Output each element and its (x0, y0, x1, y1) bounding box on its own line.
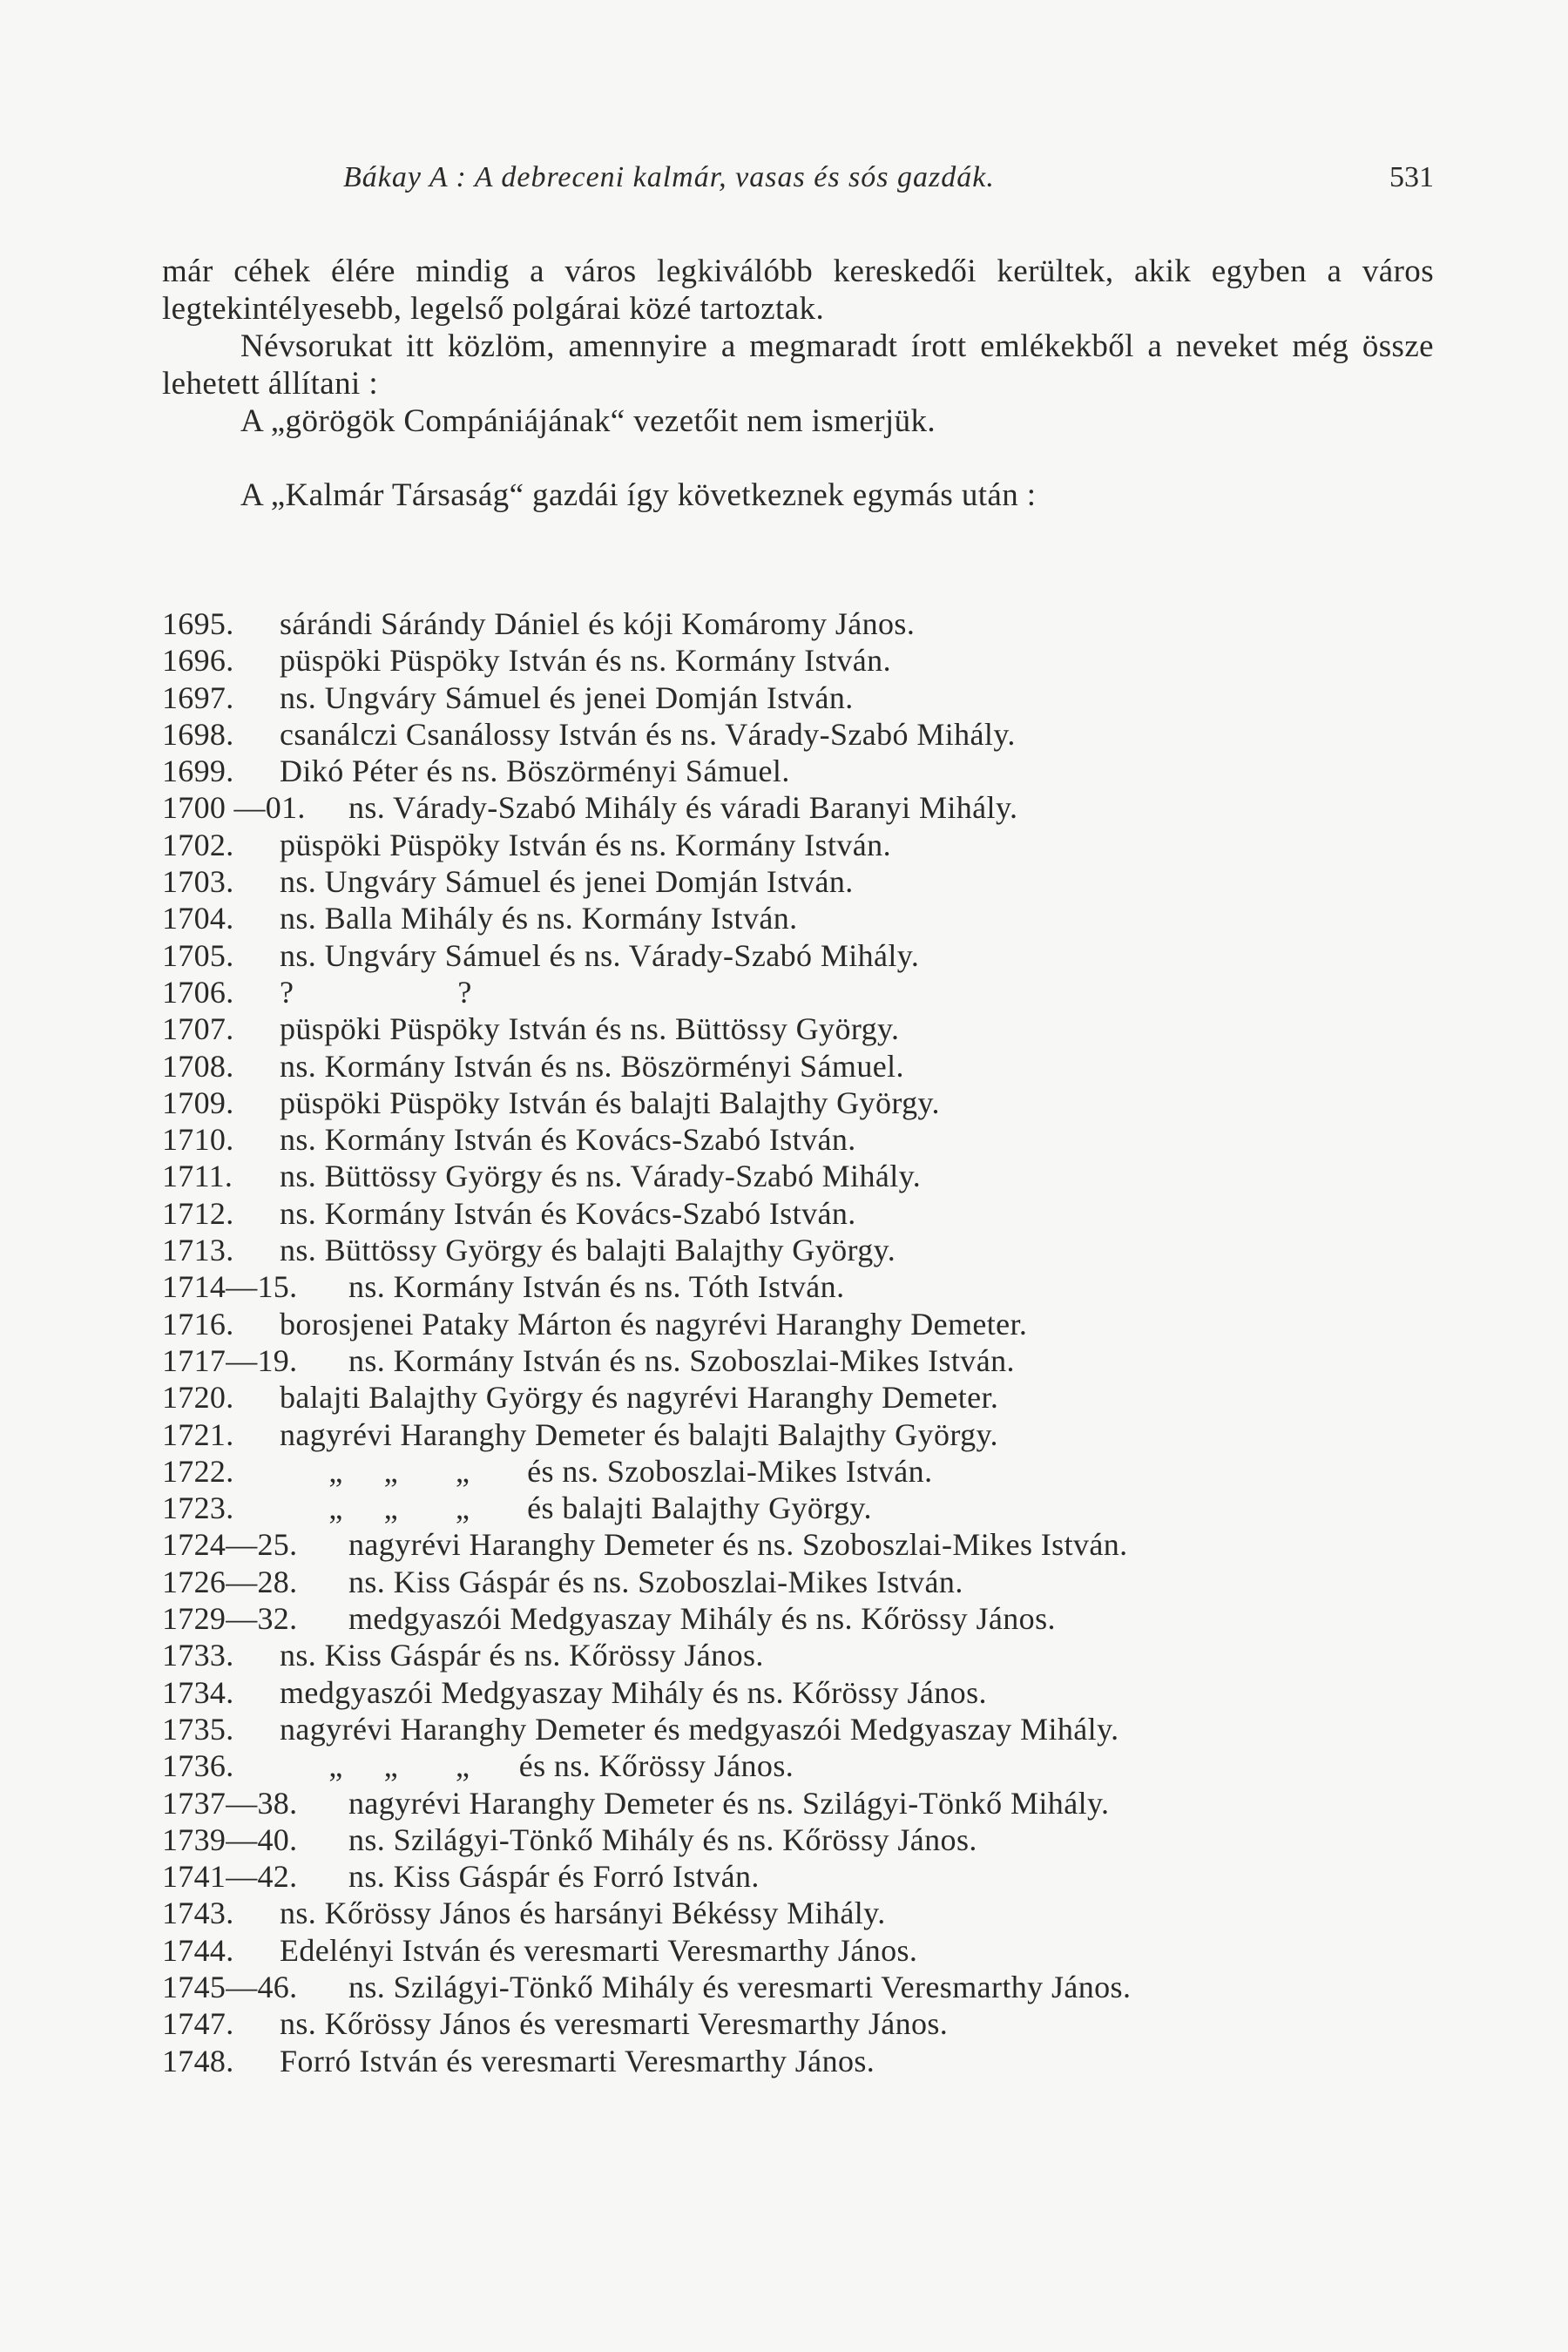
list-item (162, 1711, 1469, 1747)
list-item (162, 1085, 1469, 1121)
list-item (162, 1747, 1469, 1784)
entry-names: püspöki Püspöky István és ns. Kormány István. (280, 827, 891, 862)
entry-year: 1726—28. (162, 1564, 298, 1599)
entry-year: 1743. (162, 1896, 234, 1931)
list-item (162, 1600, 1469, 1637)
entry-names: ns. Kormány István és Kovács-Szabó István. (280, 1195, 856, 1231)
entry-names: ns. Ungváry Sámuel és jenei Domján István. (280, 864, 854, 900)
entry-names: balajti Balajthy György és nagyrévi Haranghy Demeter. (280, 1380, 999, 1416)
entry-names: nagyrévi Haranghy Demeter és ns. Szoboszlai-Mikes István. (348, 1527, 1128, 1563)
entry-names: ns. Balla Mihály és ns. Kormány István. (280, 901, 798, 936)
entry-names: ns. Kormány István és Kovács-Szabó István. (280, 1122, 856, 1158)
list-item (162, 679, 1469, 716)
list-item (162, 1232, 1469, 1268)
list-item (162, 1048, 1469, 1085)
entry-year: 1698. (162, 716, 234, 752)
entry-names: ? ? (280, 974, 472, 1010)
entry-names: ns. Büttössy György és ns. Várady-Szabó Mihály. (280, 1159, 922, 1194)
gazdak-list (162, 605, 1469, 2079)
entry-names: „ „ „ és ns. Kőrössy János. (280, 1748, 794, 1784)
list-item (162, 1564, 1469, 1600)
list-item (162, 716, 1469, 753)
entry-year: 1744. (162, 1932, 234, 1968)
entry-names: Dikó Péter és ns. Böszörményi Sámuel. (280, 754, 790, 789)
intro-paragraph-2: Névsorukat itt közlöm, amennyire a megmaradt írott emlékekből a neveket még össze lehetett állítani : (162, 328, 1434, 402)
list-item (162, 789, 1469, 826)
list-item (162, 1268, 1469, 1305)
list-item (162, 1969, 1469, 2005)
entry-year: 1724—25. (162, 1527, 298, 1563)
entry-year: 1705. (162, 937, 234, 973)
entry-names: nagyrévi Haranghy Demeter és ns. Szilágyi-Tönkő Mihály. (348, 1785, 1110, 1821)
entry-year: 1713. (162, 1233, 234, 1268)
entry-names: püspöki Püspöky István és balajti Balajthy György. (280, 1085, 940, 1120)
entry-names: ns. Ungváry Sámuel és ns. Várady-Szabó Mihály. (280, 937, 920, 973)
entry-year: 1703. (162, 864, 234, 900)
entry-names: ns. Kőrössy János és harsányi Békéssy Mihály. (280, 1896, 886, 1931)
entry-year: 1735. (162, 1711, 234, 1747)
entry-names: püspöki Püspöky István és ns. Kormány István. (280, 643, 891, 679)
intro-paragraph-1: már céhek élére mindig a város legkiválóbb kereskedői kerültek, akik egyben a város legtekintélyesebb, legelső polgárai közé tartoztak. (162, 253, 1434, 327)
entry-year: 1696. (162, 643, 234, 679)
entry-names: ns. Ungváry Sámuel és jenei Domján István. (280, 679, 854, 715)
entry-year: 1700 —01. (162, 790, 306, 826)
entry-names: ns. Kormány István és ns. Böszörményi Sámuel. (280, 1048, 904, 1084)
entry-year: 1741—42. (162, 1859, 298, 1895)
entry-year: 1716. (162, 1306, 234, 1342)
list-item (162, 1785, 1469, 1821)
list-item (162, 1158, 1469, 1194)
entry-year: 1748. (162, 2043, 234, 2078)
list-item (162, 974, 1469, 1010)
entry-names: ns. Büttössy György és balajti Balajthy György. (280, 1233, 896, 1268)
list-item (162, 1453, 1469, 1490)
entry-names: sárándi Sárándy Dániel és kóji Komáromy János. (280, 606, 916, 641)
list-item (162, 642, 1469, 679)
entry-year: 1722. (162, 1453, 234, 1489)
entry-year: 1736. (162, 1748, 234, 1784)
entry-year: 1737—38. (162, 1785, 298, 1821)
entry-names: ns. Kiss Gáspár és ns. Kőrössy János. (280, 1638, 764, 1673)
entry-names: ns. Kiss Gáspár és Forró István. (348, 1859, 760, 1895)
entry-year: 1711. (162, 1159, 233, 1194)
intro-text (162, 253, 1434, 514)
entry-names: „ „ „ és ns. Szoboszlai-Mikes István. (280, 1453, 933, 1489)
list-item (162, 2043, 1469, 2079)
running-head-title: Bákay A : A debreceni kalmár, vasas és sós gazdák. (343, 161, 995, 193)
list-item (162, 1306, 1469, 1342)
entry-names: Forró István és veresmarti Veresmarthy János. (280, 2043, 875, 2078)
entry-year: 1709. (162, 1085, 234, 1120)
entry-year: 1723. (162, 1490, 234, 1526)
list-item (162, 1674, 1469, 1711)
list-item (162, 1895, 1469, 1931)
entry-year: 1717—19. (162, 1342, 298, 1378)
entry-year: 1720. (162, 1380, 234, 1416)
entry-names: ns. Várady-Szabó Mihály és váradi Baranyi Mihály. (348, 790, 1018, 826)
entry-year: 1734. (162, 1674, 234, 1710)
intro-paragraph-3: A „görögök Compániájának“ vezetőit nem ismerjük. (240, 403, 936, 439)
entry-year: 1712. (162, 1195, 234, 1231)
entry-year: 1739—40. (162, 1821, 298, 1857)
entry-names: ns. Szilágyi-Tönkő Mihály és ns. Kőrössy János. (348, 1821, 977, 1857)
list-item (162, 1195, 1469, 1232)
entry-year: 1714—15. (162, 1269, 298, 1305)
entry-names: ns. Kiss Gáspár és ns. Szoboszlai-Mikes István. (348, 1564, 963, 1599)
entry-year: 1699. (162, 754, 234, 789)
entry-year: 1697. (162, 679, 234, 715)
list-item (162, 605, 1469, 642)
list-item (162, 1342, 1469, 1379)
list-item (162, 1490, 1469, 1526)
entry-names: „ „ „ és balajti Balajthy György. (280, 1490, 872, 1526)
entry-names: medgyaszói Medgyaszay Mihály és ns. Kőrössy János. (280, 1674, 987, 1710)
list-item (162, 937, 1469, 974)
entry-year: 1702. (162, 827, 234, 862)
list-item (162, 1526, 1469, 1563)
entry-names: ns. Kőrössy János és veresmarti Veresmarthy János. (280, 2006, 949, 2042)
list-item (162, 1379, 1469, 1416)
list-item (162, 1932, 1469, 1969)
list-item (162, 1121, 1469, 1158)
entry-names: püspöki Püspöky István és ns. Büttössy György. (280, 1011, 900, 1047)
entry-year: 1708. (162, 1048, 234, 1084)
entry-year: 1721. (162, 1416, 234, 1452)
list-item (162, 1858, 1469, 1895)
list-item (162, 753, 1469, 789)
list-item (162, 1821, 1469, 1858)
entry-year: 1733. (162, 1638, 234, 1673)
list-item (162, 863, 1469, 900)
entry-year: 1747. (162, 2006, 234, 2042)
entry-names: ns. Szilágyi-Tönkő Mihály és veresmarti Veresmarthy János. (348, 1969, 1132, 2004)
entry-names: Edelényi István és veresmarti Veresmarthy János. (280, 1932, 918, 1968)
list-item (162, 2005, 1469, 2042)
list-item (162, 827, 1469, 863)
intro-paragraph-4: A „Kalmár Társaság“ gazdái így következnek egymás után : (240, 477, 1037, 513)
list-item (162, 1637, 1469, 1673)
entry-names: ns. Kormány István és ns. Tóth István. (348, 1269, 845, 1305)
entry-year: 1706. (162, 974, 234, 1010)
running-head (162, 161, 1434, 205)
entry-names: nagyrévi Haranghy Demeter és balajti Balajthy György. (280, 1416, 998, 1452)
entry-year: 1710. (162, 1122, 234, 1158)
entry-year: 1729—32. (162, 1601, 298, 1637)
entry-year: 1704. (162, 901, 234, 936)
entry-names: ns. Kormány István és ns. Szoboszlai-Mikes István. (348, 1342, 1015, 1378)
list-item (162, 1416, 1469, 1453)
entry-names: medgyaszói Medgyaszay Mihály és ns. Kőrössy János. (348, 1601, 1056, 1637)
page-number: 531 (1389, 161, 1434, 193)
entry-names: csanálczi Csanálossy István és ns. Várady-Szabó Mihály. (280, 716, 1016, 752)
entry-year: 1695. (162, 606, 234, 641)
list-item (162, 1010, 1469, 1047)
entry-names: borosjenei Pataky Márton és nagyrévi Haranghy Demeter. (280, 1306, 1028, 1342)
list-item (162, 900, 1469, 936)
entry-names: nagyrévi Haranghy Demeter és medgyaszói Medgyaszay Mihály. (280, 1711, 1119, 1747)
entry-year: 1707. (162, 1011, 234, 1047)
entry-year: 1745—46. (162, 1969, 298, 2004)
